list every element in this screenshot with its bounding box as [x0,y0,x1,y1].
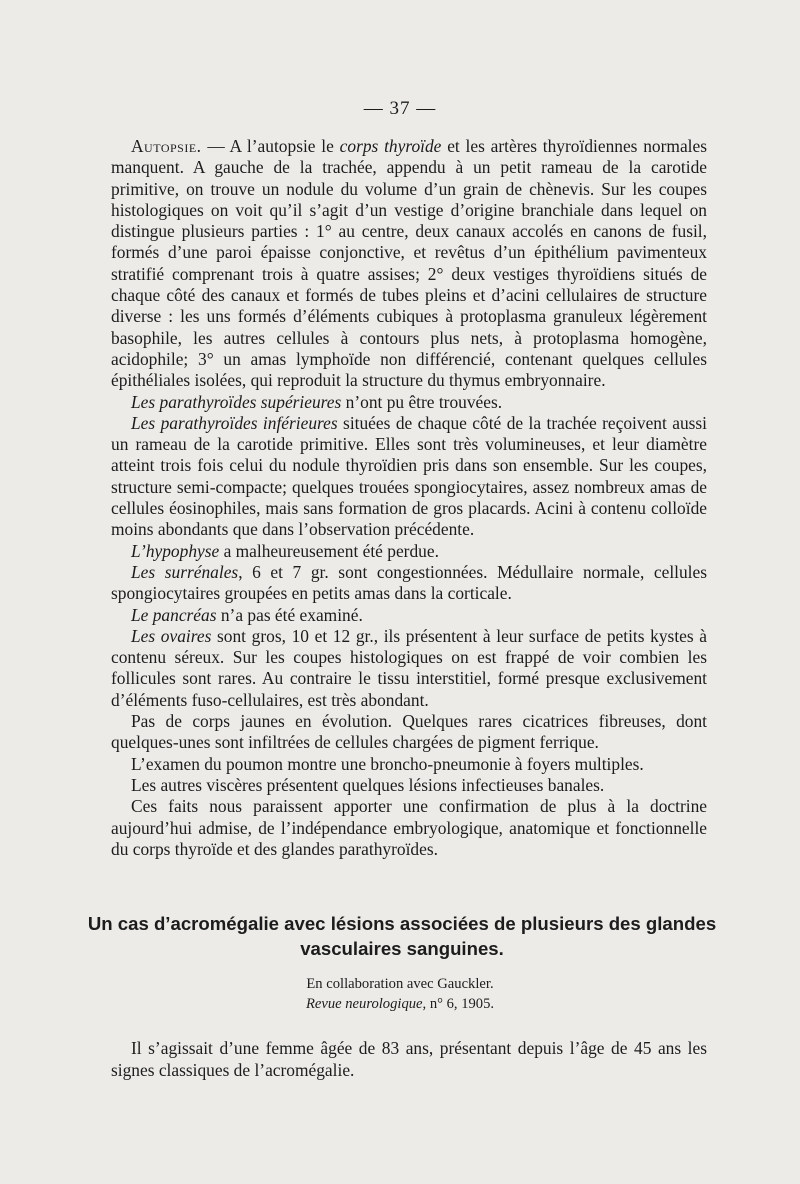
parathyroid-inferior-paragraph [111,413,707,541]
case-intro-paragraph: Il s’agissait d’une femme âgée de 83 ans, présentant depuis l’âge de 45 ans les signes classiques de l’acromégalie. [111,1038,707,1080]
case-intro [111,1037,707,1081]
conclusion-paragraph: Ces faits nous paraissent apporter une confirmation de plus à la doctrine aujourd’hui admise, de l’indépendance embryologique, anatomique et fonctionnelle du corps thyroïde et des glandes parathyroïdes. [111,796,707,859]
ovaires-text: sont gros, 10 et 12 gr., ils présentent à leur surface de petits kystes à contenu séreux. Sur les coupes histologiques on est frappé de voir combien les follicules sont rares. Au contraire le tissu interstitiel, formé presque exclusivement d’éléments fuso-cellulaires, est très abondant. [111,625,707,710]
pancreas-paragraph [111,605,707,626]
collaboration-line: En collaboration avec Gauckler. [306,976,494,992]
parathyroid-superior-text: n’ont pu être trouvées. [341,391,503,412]
autopsy-paragraph [111,136,707,392]
section-label: Autopsie. [131,136,202,156]
pancreas-text: n’a pas été examiné. [216,604,363,625]
corps-thyroide-term: corps thyroïde [339,136,442,156]
pancreas-term: Le pancréas [131,604,217,625]
ovaires-paragraph [111,626,707,711]
journal-title: Revue neurologique [305,996,423,1012]
hypophyse-text: a malheureusement été perdue. [219,540,439,561]
visceres-paragraph: Les autres viscères présentent quelques lésions infectieuses banales. [131,774,605,795]
corps-jaunes-paragraph: Pas de corps jaunes en évolution. Quelques rares cicatrices fibreuses, dont quelques-unes sont infiltrées de cellules chargées de pigment ferrique. [111,711,707,753]
surrenales-term: Les surrénales [131,561,239,582]
autopsy-text-a: — A l’autopsie le [201,136,340,156]
surrenales-paragraph [111,562,707,605]
parathyroid-superior-paragraph [111,392,707,413]
ovaires-term: Les ovaires [131,625,212,646]
parathyroid-inferior-text: situées de chaque côté de la trachée reçoivent aussi un rameau de la carotide primitive. Elles sont très volumineuses, et leur diamètre atteint trois fois celui du nodule thyroïdien pris dans son ensemble. Sur les coupes, structure semi-compacte; quelques trouées spongiocytaires, assez nombreux amas de cellules éosinophiles, mais sans formation de gros placards. Acini à contenu colloïde moins abondants que dans l’observation précédente. [111,412,708,540]
article-byline [0,974,800,1014]
autopsy-text-b: et les artères thyroïdiennes normales manquent. A gauche de la trachée, appendu à un petit rameau de la carotide primitive, on trouve un nodule du volume d’un grain de chènevis. Sur les coupes histologiques on voit qu’il s’agit d’un vestige d’origine branchiale dans lequel on distingue plusieurs parties : 1° au centre, deux canaux accolés en canons de fusil, formés d’une paroi épaisse conjonctive, et revêtus d’un épithélium pavimenteux stratifié comprenant trois à quatre assises; 2° deux vestiges thyroïdiens situés de chaque côté des canaux et formés de tubes pleins et d’acini cellulaires de structure diverse : les uns formés d’éléments cubiques à protoplasma granuleux légèrement basophile, les autres cellules à contours plus nets, à protoplasma homogène, acidophile; 3° un amas lymphoïde non différencié, contenant quelques cellules épithéliales isolées, qui reproduit la structure du thymus embryonnaire. [111,136,707,391]
hypophyse-paragraph [111,541,707,562]
citation-line [0,994,800,1014]
poumon-paragraph: L’examen du poumon montre une broncho-pneumonie à foyers multiples. [131,753,644,774]
parathyroid-inferior-term: Les parathyroïdes inférieures [131,412,338,433]
autopsy-section [111,136,707,860]
hypophyse-term: L’hypophyse [131,540,220,561]
surrenales-text: , 6 et 7 gr. sont congestionnées. Médullaire normale, cellules spongiocytaires groupées en petits amas dans la corticale. [111,561,707,604]
citation-details: , n° 6, 1905. [422,996,495,1012]
page-number: — 37 — [363,98,437,119]
parathyroid-superior-term: Les parathyroïdes supérieures [131,391,342,412]
article-heading: Un cas d’acromégalie avec lésions associées de plusieurs des glandes vasculaires sanguines. [87,913,717,959]
